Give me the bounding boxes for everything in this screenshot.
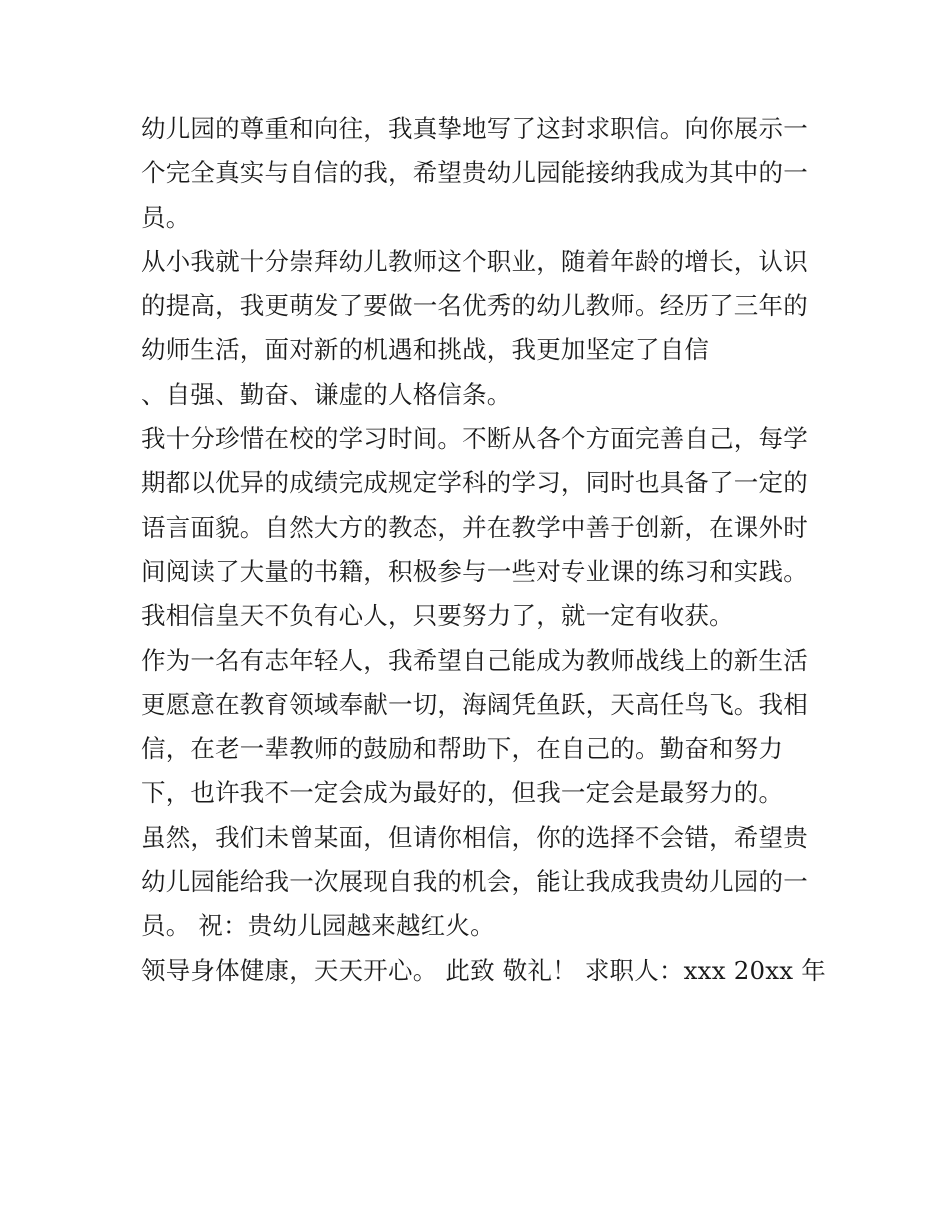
text-line: 领导身体健康，天天开心。 此致 敬礼！ 求职人：xxx 20xx 年	[141, 955, 826, 985]
text-line: 个完全真实与自信的我，希望贵幼儿园能接纳我成为其中的一	[141, 158, 808, 188]
text-line: 更愿意在教育领域奉献一切，海阔凭鱼跃，天高任鸟飞。我相	[141, 689, 808, 719]
text-line: 下，也许我不一定会成为最好的，但我一定会是最努力的。	[141, 778, 784, 808]
text-line: 幼儿园能给我一次展现自我的机会，能让我成我贵幼儿园的一	[141, 867, 808, 897]
text-line: 员。	[141, 202, 191, 232]
text-line: 虽然，我们未曾某面，但请你相信，你的选择不会错，希望贵	[141, 822, 808, 852]
text-line: 期都以优异的成绩完成规定学科的学习，同时也具备了一定的	[141, 468, 808, 498]
text-line: 从小我就十分崇拜幼儿教师这个职业，随着年龄的增长，认识	[141, 246, 808, 276]
letter-body	[141, 107, 826, 993]
text-line: 信，在老一辈教师的鼓励和帮助下，在自己的。勤奋和努力	[141, 734, 784, 764]
text-line: 、自强、勤奋、谦虚的人格信条。	[141, 379, 512, 409]
text-line: 的提高，我更萌发了要做一名优秀的幼儿教师。经历了三年的	[141, 291, 808, 321]
text-line: 幼儿园的尊重和向往，我真挚地写了这封求职信。向你展示一	[141, 114, 808, 143]
text-line: 幼师生活，面对新的机遇和挑战，我更加坚定了自信	[141, 335, 710, 365]
text-line: 我十分珍惜在校的学习时间。不断从各个方面完善自己，每学	[141, 424, 808, 454]
text-line: 语言面貌。自然大方的教态，并在教学中善于创新，在课外时	[141, 512, 808, 542]
text-line: 员。 祝：贵幼儿园越来越红火。	[141, 911, 495, 941]
text-line: 间阅读了大量的书籍，积极参与一些对专业课的练习和实践。	[141, 556, 808, 586]
text-line: 作为一名有志年轻人，我希望自己能成为教师战线上的新生活	[141, 645, 808, 675]
text-line: 我相信皇天不负有心人，只要努力了，就一定有收获。	[141, 601, 734, 631]
